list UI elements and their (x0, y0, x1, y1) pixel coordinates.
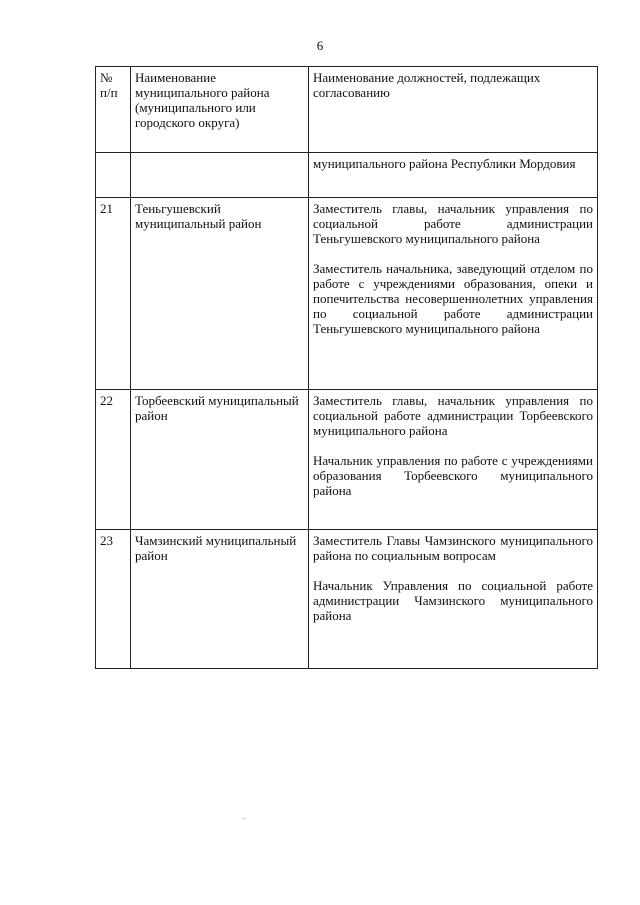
positions-cell (309, 530, 598, 669)
scan-speck (243, 818, 245, 819)
table-row (96, 390, 598, 530)
district-name: Теньгушевский муниципальный район (131, 198, 309, 390)
position-text: Заместитель начальника, заведующий отделом по работе с учреждениями образования, опеки и попечительства несовершеннолетних управления по социальной работе администрации Теньгушевского муниципального района (313, 261, 593, 336)
position-text: Заместитель главы, начальник управления по социальной работе администрации Теньгушевского муниципального района (313, 201, 593, 246)
row-number: 21 (96, 198, 131, 390)
header-positions: Наименование должностей, подлежащих согласованию (309, 67, 598, 153)
cell-empty-num (96, 153, 131, 198)
cell-empty-district (131, 153, 309, 198)
position-text: Заместитель главы, начальник управления по социальной работе администрации Торбеевского муниципального района (313, 393, 593, 438)
header-district: Наименование муниципального района (муниципального или городского округа) (131, 67, 309, 153)
position-text: Заместитель Главы Чамзинского муниципального района по социальным вопросам (313, 533, 593, 563)
row-number: 22 (96, 390, 131, 530)
row-number: 23 (96, 530, 131, 669)
positions-cell (309, 198, 598, 390)
table-row (96, 530, 598, 669)
positions-cell (309, 390, 598, 530)
page-number: 6 (316, 38, 324, 53)
district-name: Торбеевский муниципальный район (131, 390, 309, 530)
table-row-continuation (96, 153, 598, 198)
header-num: № п/п (96, 67, 131, 153)
positions-table (95, 66, 598, 669)
position-text: Начальник управления по работе с учреждениями образования Торбеевского муниципального района (313, 453, 593, 498)
table-header-row (96, 67, 598, 153)
district-name: Чамзинский муниципальный район (131, 530, 309, 669)
position-text: Начальник Управления по социальной работе администрации Чамзинского муниципального района (313, 578, 593, 623)
table-row (96, 198, 598, 390)
continuation-cell: муниципального района Республики Мордовия (309, 153, 598, 198)
